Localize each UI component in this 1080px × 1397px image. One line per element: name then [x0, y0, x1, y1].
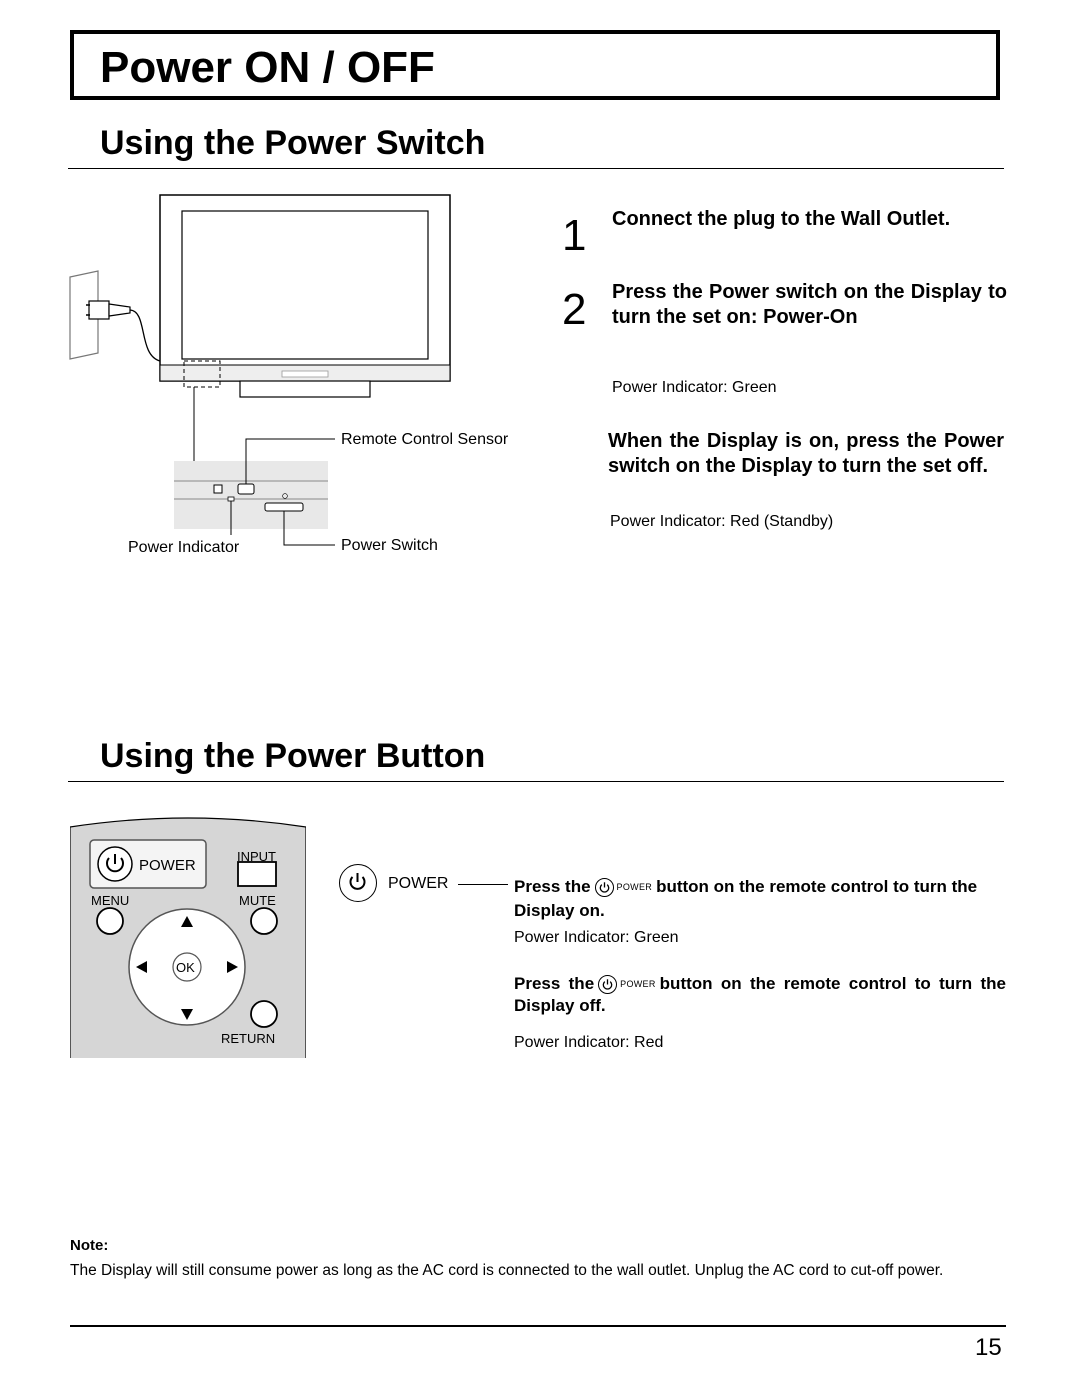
off-instruction-prefix: Press the — [514, 974, 595, 993]
page-title: Power ON / OFF — [100, 43, 435, 92]
remote-mute-label: MUTE — [239, 893, 276, 908]
label-remote-control-sensor: Remote Control Sensor — [341, 431, 509, 448]
inline-power-icon — [598, 974, 656, 995]
display-illustration — [60, 185, 540, 565]
page-number: 15 — [975, 1334, 1002, 1361]
callout-leader-line — [458, 884, 508, 885]
step-1-text: Connect the plug to the Wall Outlet. — [612, 208, 951, 230]
remote-control-illustration — [70, 815, 306, 1058]
footer-rule — [70, 1325, 1006, 1327]
callout-power-label: POWER — [388, 875, 449, 892]
off-instruction: When the Display is on, press the Power switch on the Display to turn the set off. — [608, 430, 1004, 477]
on-instruction-prefix: Press the — [514, 877, 591, 896]
off-button-instruction — [514, 973, 1006, 1016]
step-2-indicator: Power Indicator: Green — [612, 379, 777, 396]
step-2-text: Press the Power switch on the Display to turn the set on: Power-On — [612, 281, 1007, 328]
label-power-indicator: Power Indicator — [128, 539, 240, 556]
section-heading-power-switch: Using the Power Switch — [100, 124, 486, 162]
heading-rule — [68, 168, 1004, 169]
power-icon — [339, 864, 377, 902]
label-power-switch: Power Switch — [341, 537, 438, 554]
off-indicator: Power Indicator: Red (Standby) — [610, 513, 834, 530]
off-button-indicator: Power Indicator: Red — [514, 1034, 664, 1051]
on-instruction — [514, 875, 1006, 922]
on-indicator: Power Indicator: Green — [514, 929, 679, 946]
heading-rule — [68, 781, 1004, 782]
remote-return-label: RETURN — [221, 1031, 276, 1046]
section-heading-power-button: Using the Power Button — [100, 737, 486, 775]
step-2-number: 2 — [562, 285, 587, 334]
note-heading: Note: — [70, 1237, 109, 1254]
inline-power-label: POWER — [616, 882, 653, 893]
note-text: The Display will still consume power as long as the AC cord is connected to the wall outlet. Unplug the AC cord to cut-off power. — [70, 1262, 944, 1279]
remote-menu-label: MENU — [91, 893, 130, 908]
inline-power-icon — [595, 876, 653, 899]
step-1-number: 1 — [562, 211, 587, 260]
inline-power-label: POWER — [620, 979, 656, 990]
off-instruction-suffix: button on the remote control to turn the Display off. — [514, 974, 1006, 1016]
on-instruction-suffix: button on the remote control to turn the Display on. — [514, 877, 978, 921]
remote-power-label: POWER — [139, 857, 196, 874]
remote-ok-label: OK — [176, 960, 195, 975]
remote-input-label: INPUT — [237, 849, 276, 864]
